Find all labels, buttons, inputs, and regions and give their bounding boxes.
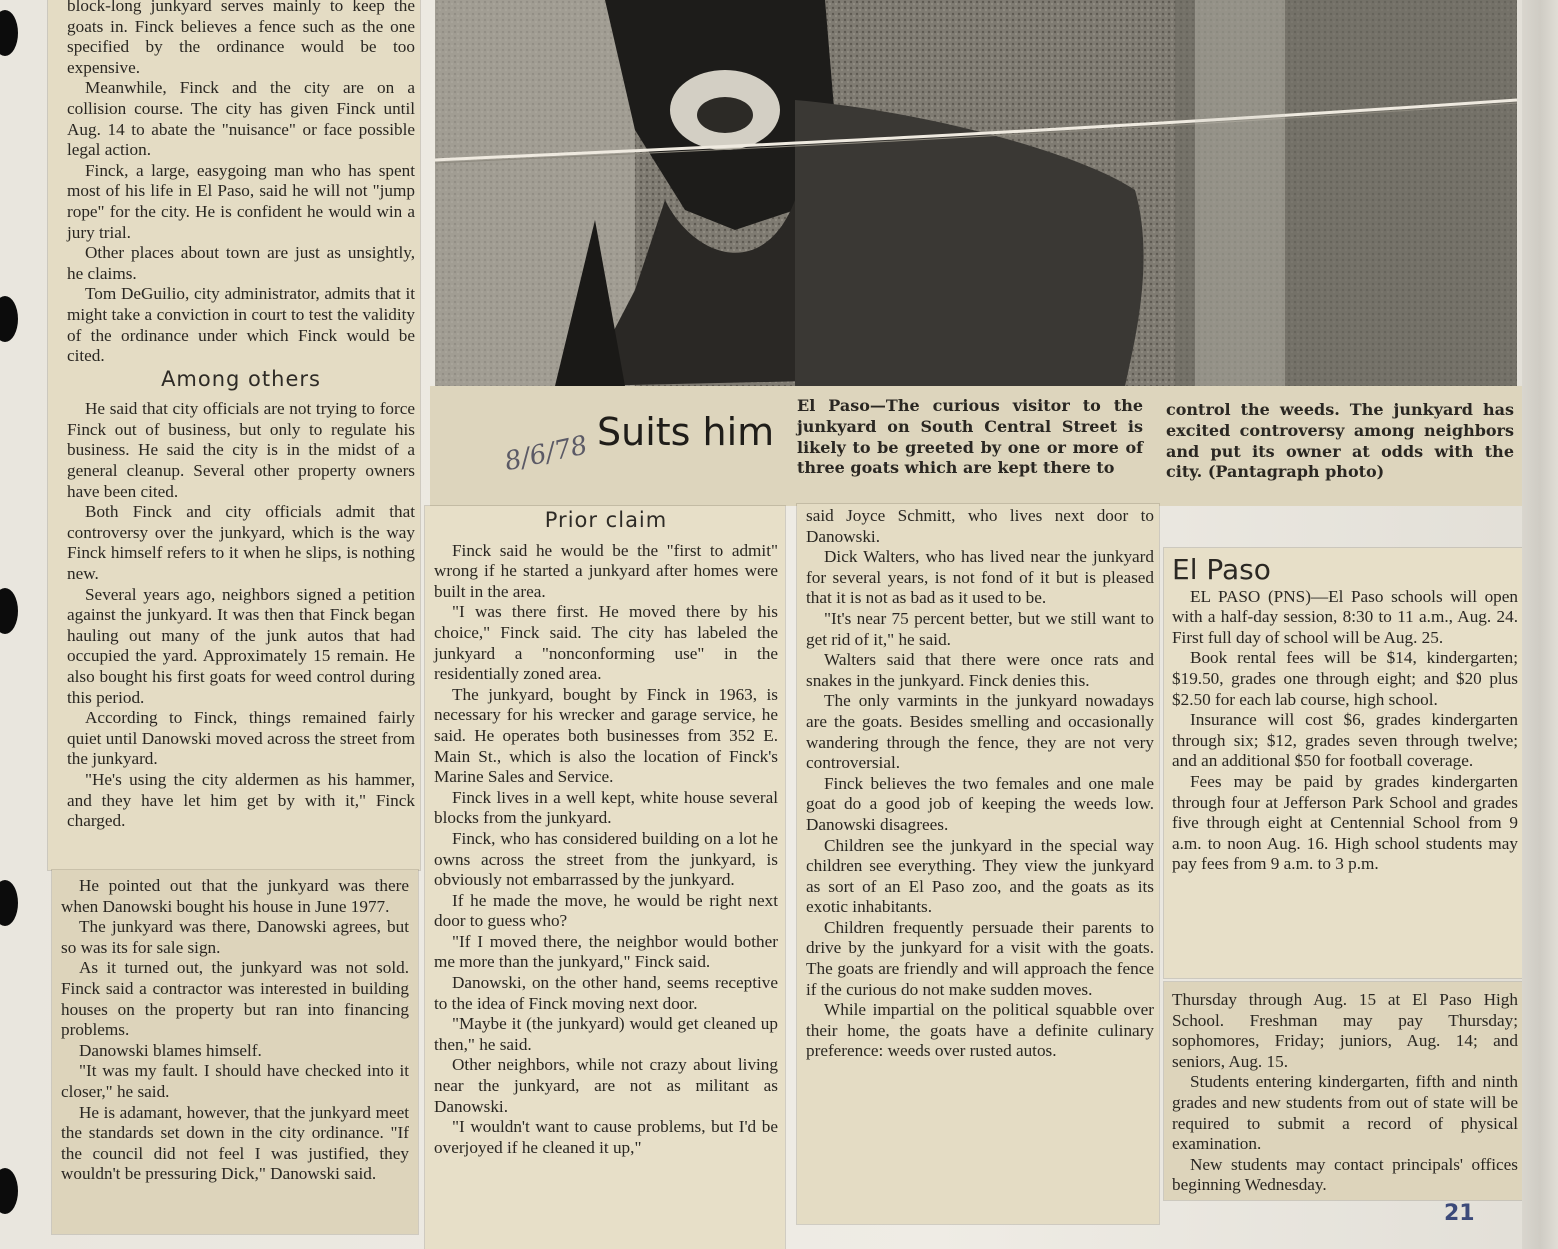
- paragraph: Finck said he would be the "first to admit" wrong if he started a junkyard after homes were built in the area.: [434, 540, 778, 601]
- goat-photo: [435, 0, 1517, 386]
- paragraph: "If I moved there, the neighbor would bother me more than the junkyard," Finck said.: [434, 931, 778, 972]
- binder-ring: [0, 880, 18, 926]
- paragraph: "I was there first. He moved there by his choice," Finck said. The city has labeled the junkyard a "nonconforming use" in the residentially zoned area.: [434, 602, 778, 684]
- article-elpaso-bottom: [1172, 990, 1518, 1196]
- binder-ring: [0, 588, 18, 634]
- paragraph: Danowski blames himself.: [79, 1040, 262, 1060]
- paragraph: said Joyce Schmitt, who lives next door to Danowski.: [806, 506, 1154, 546]
- binder-ring: [0, 1168, 18, 1214]
- paragraph: The only varmints in the junkyard nowadays are the goats. Besides smelling and occasionally wandering through the fence, they are not very controversial.: [806, 691, 1154, 773]
- photo-caption-part1: El Paso—The curious visitor to the junkyard on South Central Street is likely to be greeted by one or more of three goats which are kept there to: [797, 396, 1143, 478]
- paragraph: Finck, who has considered building on a lot he owns across the street from the junkyard, is obviously not embarrassed by the junkyard.: [434, 828, 778, 890]
- paragraph: Thursday through Aug. 15 at El Paso High School. Freshman may pay Thursday; sophomores, Friday; juniors, Aug. 14; and seniors, Aug. 15.: [1172, 990, 1518, 1071]
- paragraph: "It's near 75 percent better, but we still want to get rid of it," he said.: [806, 608, 1154, 649]
- paragraph: Walters said that there were once rats and snakes in the junkyard. Finck denies this.: [806, 650, 1154, 690]
- elpaso-heading: El Paso: [1172, 553, 1271, 586]
- binder-ring: [0, 296, 18, 342]
- paragraph: EL PASO (PNS)—El Paso schools will open with a half-day session, 8:30 to 11 a.m., Aug. 24. First full day of school will be Aug. 25.: [1172, 586, 1518, 647]
- paragraph: Finck believes the two females and one male goat do a good job of keeping the weeds low. Danowski disagrees.: [806, 773, 1154, 834]
- page-edge: [1522, 0, 1558, 1249]
- paragraph: Fees may be paid by grades kindergarten through four at Jefferson Park School and grades five through eight at Centennial School from 9 a.m. to noon Aug. 16. High school students may pay fees from 9 a.m. to 3 p.m.: [1172, 771, 1518, 874]
- paragraph: Tom DeGuilio, city administrator, admits that it might take a conviction in court to test the validity of the ordinance under which Finck would be cited.: [67, 284, 415, 366]
- paragraph: Finck, a large, easygoing man who has spent most of his life in El Paso, said he will not "jump rope" for the city. He is confident he would win a jury trial.: [67, 160, 415, 242]
- paragraph: block-long junkyard serves mainly to keep the goats in. Finck believes a fence such as the one specified by the ordinance would be too expensive.: [67, 0, 415, 77]
- paragraph: Book rental fees will be $14, kindergarten; $19.50, grades one through eight; and $20 plus $2.50 for each lab course, high school.: [1172, 648, 1518, 709]
- paragraph: Several years ago, neighbors signed a petition against the junkyard. It was then that Finck began hauling out many of the junk autos that had occupied the yard. Approximately 15 remain. He also bought his first goats for weed control during this period.: [67, 584, 415, 707]
- page-number: 21: [1444, 1201, 1475, 1226]
- paragraph: According to Finck, things remained fairly quiet until Danowski moved across the street from the junkyard.: [67, 708, 415, 769]
- paragraph: Students entering kindergarten, fifth and ninth grades and new students from out of state will be required to submit a record of physical examination.: [1172, 1072, 1518, 1154]
- paragraph: He is adamant, however, that the junkyard meet the standards set down in the city ordinance. "If the council did not feel I was justified, they wouldn't be pressuring Dick," Danowski said.: [61, 1102, 409, 1184]
- paragraph: "Maybe it (the junkyard) would get cleaned up then," he said.: [434, 1014, 778, 1054]
- paragraph: "It was my fault. I should have checked into it closer," he said.: [61, 1061, 409, 1101]
- paragraph: Insurance will cost $6, grades kindergarten through six; $12, grades seven through twelve; and an additional $50 for football coverage.: [1172, 710, 1518, 771]
- paragraph: Danowski, on the other hand, seems receptive to the idea of Finck moving next door.: [434, 973, 778, 1013]
- paragraph: If he made the move, he would be right next door to guess who?: [434, 890, 778, 931]
- paragraph: As it turned out, the junkyard was not sold. Finck said a contractor was interested in building houses on the property but ran into financing problems.: [61, 958, 409, 1040]
- binder-rings: [0, 0, 30, 1249]
- paragraph: "I wouldn't want to cause problems, but I'd be overjoyed if he cleaned it up,": [434, 1117, 778, 1157]
- subhead-prior-claim: Prior claim: [544, 508, 668, 532]
- paragraph: "He's using the city aldermen as his hammer, and they have let him get by with it," Finck charged.: [67, 769, 415, 831]
- svg-text:8/6/78: 8/6/78: [506, 430, 591, 478]
- article-col3: [806, 506, 1154, 1062]
- photo-headline: Suits him: [597, 410, 775, 454]
- paragraph: Children see the junkyard in the special way children see everything. They view the junkyard as sort of an El Paso zoo, and the goats as its exotic inhabitants.: [806, 835, 1154, 917]
- goat-photo-image: [435, 0, 1517, 386]
- photo-caption-part2: control the weeds. The junkyard has excited controversy among neighbors and put its owner at odds with the city. (Pantagraph photo): [1166, 400, 1514, 482]
- paragraph: Finck lives in a well kept, white house several blocks from the junkyard.: [434, 787, 778, 828]
- paragraph: Children frequently persuade their parents to drive by the junkyard for a visit with the goats. The goats are friendly and will approach the fence if the curious do not make sudden moves.: [806, 917, 1154, 999]
- subhead-among-others: Among others: [161, 366, 321, 391]
- article-col1-bottom: [61, 876, 409, 1185]
- paragraph: He pointed out that the junkyard was there when Danowski bought his house in June 1977.: [61, 876, 409, 916]
- paragraph: Dick Walters, who has lived near the junkyard for several years, is not fond of it but is pleased that it is not as bad as it used to be.: [806, 547, 1154, 608]
- paragraph: The junkyard was there, Danowski agrees, but so was its for sale sign.: [61, 917, 409, 957]
- paragraph: The junkyard, bought by Finck in 1963, is necessary for his wrecker and garage service, he said. He operates both businesses from 352 E. Main St., which is also the location of Finck's Marine Sales and Service.: [434, 684, 778, 787]
- binder-ring: [0, 10, 18, 56]
- article-elpaso-top: [1172, 553, 1518, 875]
- paragraph: Both Finck and city officials admit that controversy over the junkyard, which is the way Finck himself refers to it when he slips, is nothing new.: [67, 502, 415, 584]
- article-col2: [434, 508, 778, 1158]
- paragraph: He said that city officials are not trying to force Finck out of business, but only to regulate his business. He said the city is in the midst of a general cleanup. Several other property owners have been cited.: [67, 399, 415, 501]
- paragraph: New students may contact principals' offices beginning Wednesday.: [1172, 1154, 1518, 1195]
- paragraph: While impartial on the political squabble over their home, the goats have a definite culinary preference: weeds over rusted autos.: [806, 1000, 1154, 1061]
- article-col1-top: [67, 0, 415, 832]
- paragraph: Other neighbors, while not crazy about living near the junkyard, are not as militant as Danowski.: [434, 1055, 778, 1116]
- paragraph: Other places about town are just as unsightly, he claims.: [67, 243, 415, 283]
- paragraph: Meanwhile, Finck and the city are on a collision course. The city has given Finck until Aug. 14 to abate the "nuisance" or face possible legal action.: [67, 78, 415, 160]
